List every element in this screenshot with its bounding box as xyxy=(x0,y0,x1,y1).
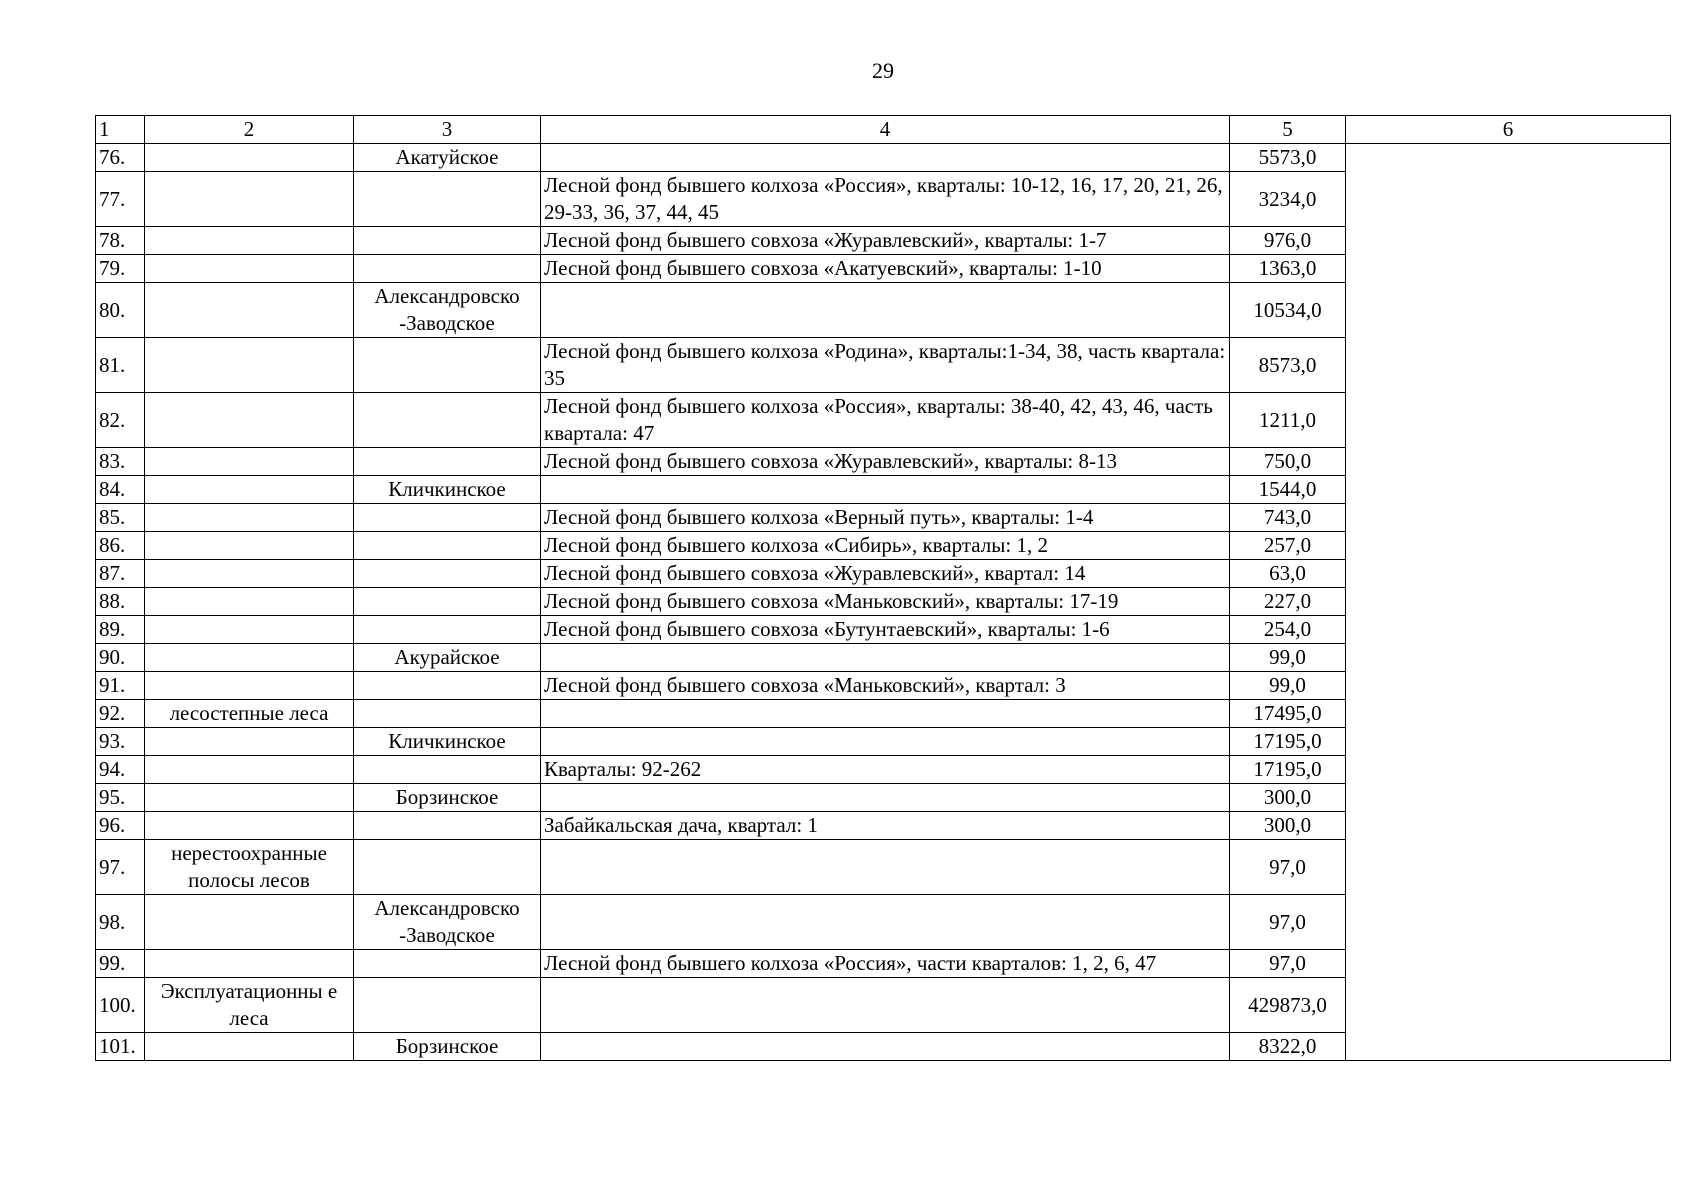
row-number: 80. xyxy=(96,283,145,338)
table-body xyxy=(96,144,1671,1061)
forest-category xyxy=(145,644,354,672)
area-value: 976,0 xyxy=(1230,227,1346,255)
page-number: 29 xyxy=(872,58,894,83)
column-header-5: 5 xyxy=(1230,116,1346,144)
row-number: 99. xyxy=(96,950,145,978)
area-value: 257,0 xyxy=(1230,532,1346,560)
location-description: Лесной фонд бывшего совхоза «Маньковский», квартал: 3 xyxy=(541,672,1230,700)
area-value: 97,0 xyxy=(1230,895,1346,950)
forest-category xyxy=(145,532,354,560)
area-value: 1211,0 xyxy=(1230,393,1346,448)
forest-category xyxy=(145,172,354,227)
row-number: 90. xyxy=(96,644,145,672)
row-number: 100. xyxy=(96,978,145,1033)
row-number: 94. xyxy=(96,756,145,784)
forestry-district xyxy=(354,172,541,227)
area-value: 8573,0 xyxy=(1230,338,1346,393)
forestry-district xyxy=(354,756,541,784)
forest-category xyxy=(145,895,354,950)
row-number: 76. xyxy=(96,144,145,172)
area-value: 99,0 xyxy=(1230,644,1346,672)
row-number: 98. xyxy=(96,895,145,950)
location-description xyxy=(541,144,1230,172)
forestry-district: Александровско -Заводское xyxy=(354,283,541,338)
forestry-district xyxy=(354,393,541,448)
area-value: 1544,0 xyxy=(1230,476,1346,504)
location-description: Лесной фонд бывшего колхоза «Россия», части кварталов: 1, 2, 6, 47 xyxy=(541,950,1230,978)
forestry-district xyxy=(354,255,541,283)
area-value: 300,0 xyxy=(1230,812,1346,840)
forestry-district xyxy=(354,504,541,532)
location-description: Лесной фонд бывшего колхоза «Россия», кварталы: 38-40, 42, 43, 46, часть квартала: 47 xyxy=(541,393,1230,448)
forestry-district xyxy=(354,588,541,616)
area-value: 8322,0 xyxy=(1230,1033,1346,1061)
forestry-district xyxy=(354,532,541,560)
row-number: 92. xyxy=(96,700,145,728)
area-value: 300,0 xyxy=(1230,784,1346,812)
forest-category xyxy=(145,476,354,504)
row-number: 85. xyxy=(96,504,145,532)
forestry-district xyxy=(354,338,541,393)
row-number: 78. xyxy=(96,227,145,255)
forestry-district: Борзинское xyxy=(354,1033,541,1061)
location-description: Лесной фонд бывшего колхоза «Родина», кварталы:1-34, 38, часть квартала: 35 xyxy=(541,338,1230,393)
forestry-district: Борзинское xyxy=(354,784,541,812)
forest-category xyxy=(145,227,354,255)
column-header-1: 1 xyxy=(96,116,145,144)
forest-category xyxy=(145,756,354,784)
forestry-district xyxy=(354,672,541,700)
area-value: 1363,0 xyxy=(1230,255,1346,283)
header-row xyxy=(96,116,1671,144)
location-description: Лесной фонд бывшего совхоза «Журавлевский», кварталы: 8-13 xyxy=(541,448,1230,476)
forest-category xyxy=(145,560,354,588)
location-description xyxy=(541,784,1230,812)
row-number: 88. xyxy=(96,588,145,616)
table-row xyxy=(96,144,1671,172)
location-description xyxy=(541,728,1230,756)
area-value: 254,0 xyxy=(1230,616,1346,644)
area-value: 10534,0 xyxy=(1230,283,1346,338)
location-description: Лесной фонд бывшего колхоза «Верный путь», кварталы: 1-4 xyxy=(541,504,1230,532)
area-value: 99,0 xyxy=(1230,672,1346,700)
forest-category xyxy=(145,1033,354,1061)
forestry-district: Акатуйское xyxy=(354,144,541,172)
location-description xyxy=(541,895,1230,950)
row-number: 82. xyxy=(96,393,145,448)
forestry-district xyxy=(354,560,541,588)
location-description xyxy=(541,644,1230,672)
location-description xyxy=(541,1033,1230,1061)
column-header-2: 2 xyxy=(145,116,354,144)
forest-category xyxy=(145,283,354,338)
forestry-district xyxy=(354,448,541,476)
forestry-district xyxy=(354,840,541,895)
location-description: Лесной фонд бывшего колхоза «Сибирь», кварталы: 1, 2 xyxy=(541,532,1230,560)
row-number: 79. xyxy=(96,255,145,283)
area-value: 429873,0 xyxy=(1230,978,1346,1033)
location-description: Лесной фонд бывшего совхоза «Маньковский», кварталы: 17-19 xyxy=(541,588,1230,616)
notes-cell xyxy=(1346,144,1671,1061)
location-description: Кварталы: 92-262 xyxy=(541,756,1230,784)
location-description: Забайкальская дача, квартал: 1 xyxy=(541,812,1230,840)
forest-category xyxy=(145,393,354,448)
forest-category xyxy=(145,504,354,532)
forest-category xyxy=(145,784,354,812)
row-number: 96. xyxy=(96,812,145,840)
forestry-district xyxy=(354,700,541,728)
location-description xyxy=(541,978,1230,1033)
location-description xyxy=(541,840,1230,895)
row-number: 93. xyxy=(96,728,145,756)
forest-category xyxy=(145,588,354,616)
location-description xyxy=(541,700,1230,728)
forest-fund-table xyxy=(95,115,1671,1061)
location-description xyxy=(541,283,1230,338)
area-value: 17495,0 xyxy=(1230,700,1346,728)
forest-category xyxy=(145,672,354,700)
forest-category xyxy=(145,616,354,644)
row-number: 86. xyxy=(96,532,145,560)
area-value: 743,0 xyxy=(1230,504,1346,532)
forestry-district: Кличкинское xyxy=(354,476,541,504)
area-value: 17195,0 xyxy=(1230,756,1346,784)
row-number: 101. xyxy=(96,1033,145,1061)
forest-category xyxy=(145,950,354,978)
row-number: 95. xyxy=(96,784,145,812)
forest-category xyxy=(145,812,354,840)
forestry-district xyxy=(354,616,541,644)
row-number: 87. xyxy=(96,560,145,588)
location-description: Лесной фонд бывшего совхоза «Бутунтаевский», кварталы: 1-6 xyxy=(541,616,1230,644)
column-header-6: 6 xyxy=(1346,116,1671,144)
forest-category: Эксплуатационны е леса xyxy=(145,978,354,1033)
row-number: 81. xyxy=(96,338,145,393)
forestry-district xyxy=(354,227,541,255)
row-number: 91. xyxy=(96,672,145,700)
area-value: 3234,0 xyxy=(1230,172,1346,227)
forestry-district: Акурайское xyxy=(354,644,541,672)
column-header-4: 4 xyxy=(541,116,1230,144)
forest-category xyxy=(145,144,354,172)
area-value: 227,0 xyxy=(1230,588,1346,616)
area-value: 63,0 xyxy=(1230,560,1346,588)
forest-category xyxy=(145,255,354,283)
forestry-district: Александровско -Заводское xyxy=(354,895,541,950)
forest-category: лесостепные леса xyxy=(145,700,354,728)
forest-category: нерестоохранные полосы лесов xyxy=(145,840,354,895)
row-number: 97. xyxy=(96,840,145,895)
forestry-district xyxy=(354,812,541,840)
row-number: 83. xyxy=(96,448,145,476)
area-value: 750,0 xyxy=(1230,448,1346,476)
area-value: 5573,0 xyxy=(1230,144,1346,172)
forestry-district xyxy=(354,978,541,1033)
location-description: Лесной фонд бывшего совхоза «Журавлевский», квартал: 14 xyxy=(541,560,1230,588)
area-value: 17195,0 xyxy=(1230,728,1346,756)
forest-category xyxy=(145,448,354,476)
forestry-district xyxy=(354,950,541,978)
location-description xyxy=(541,476,1230,504)
forest-category xyxy=(145,728,354,756)
location-description: Лесной фонд бывшего совхоза «Журавлевский», кварталы: 1-7 xyxy=(541,227,1230,255)
column-header-3: 3 xyxy=(354,116,541,144)
location-description: Лесной фонд бывшего колхоза «Россия», кварталы: 10-12, 16, 17, 20, 21, 26, 29-33, 36, 37, 44, 45 xyxy=(541,172,1230,227)
forest-category xyxy=(145,338,354,393)
row-number: 77. xyxy=(96,172,145,227)
location-description: Лесной фонд бывшего совхоза «Акатуевский», кварталы: 1-10 xyxy=(541,255,1230,283)
area-value: 97,0 xyxy=(1230,840,1346,895)
row-number: 84. xyxy=(96,476,145,504)
forestry-district: Кличкинское xyxy=(354,728,541,756)
row-number: 89. xyxy=(96,616,145,644)
area-value: 97,0 xyxy=(1230,950,1346,978)
